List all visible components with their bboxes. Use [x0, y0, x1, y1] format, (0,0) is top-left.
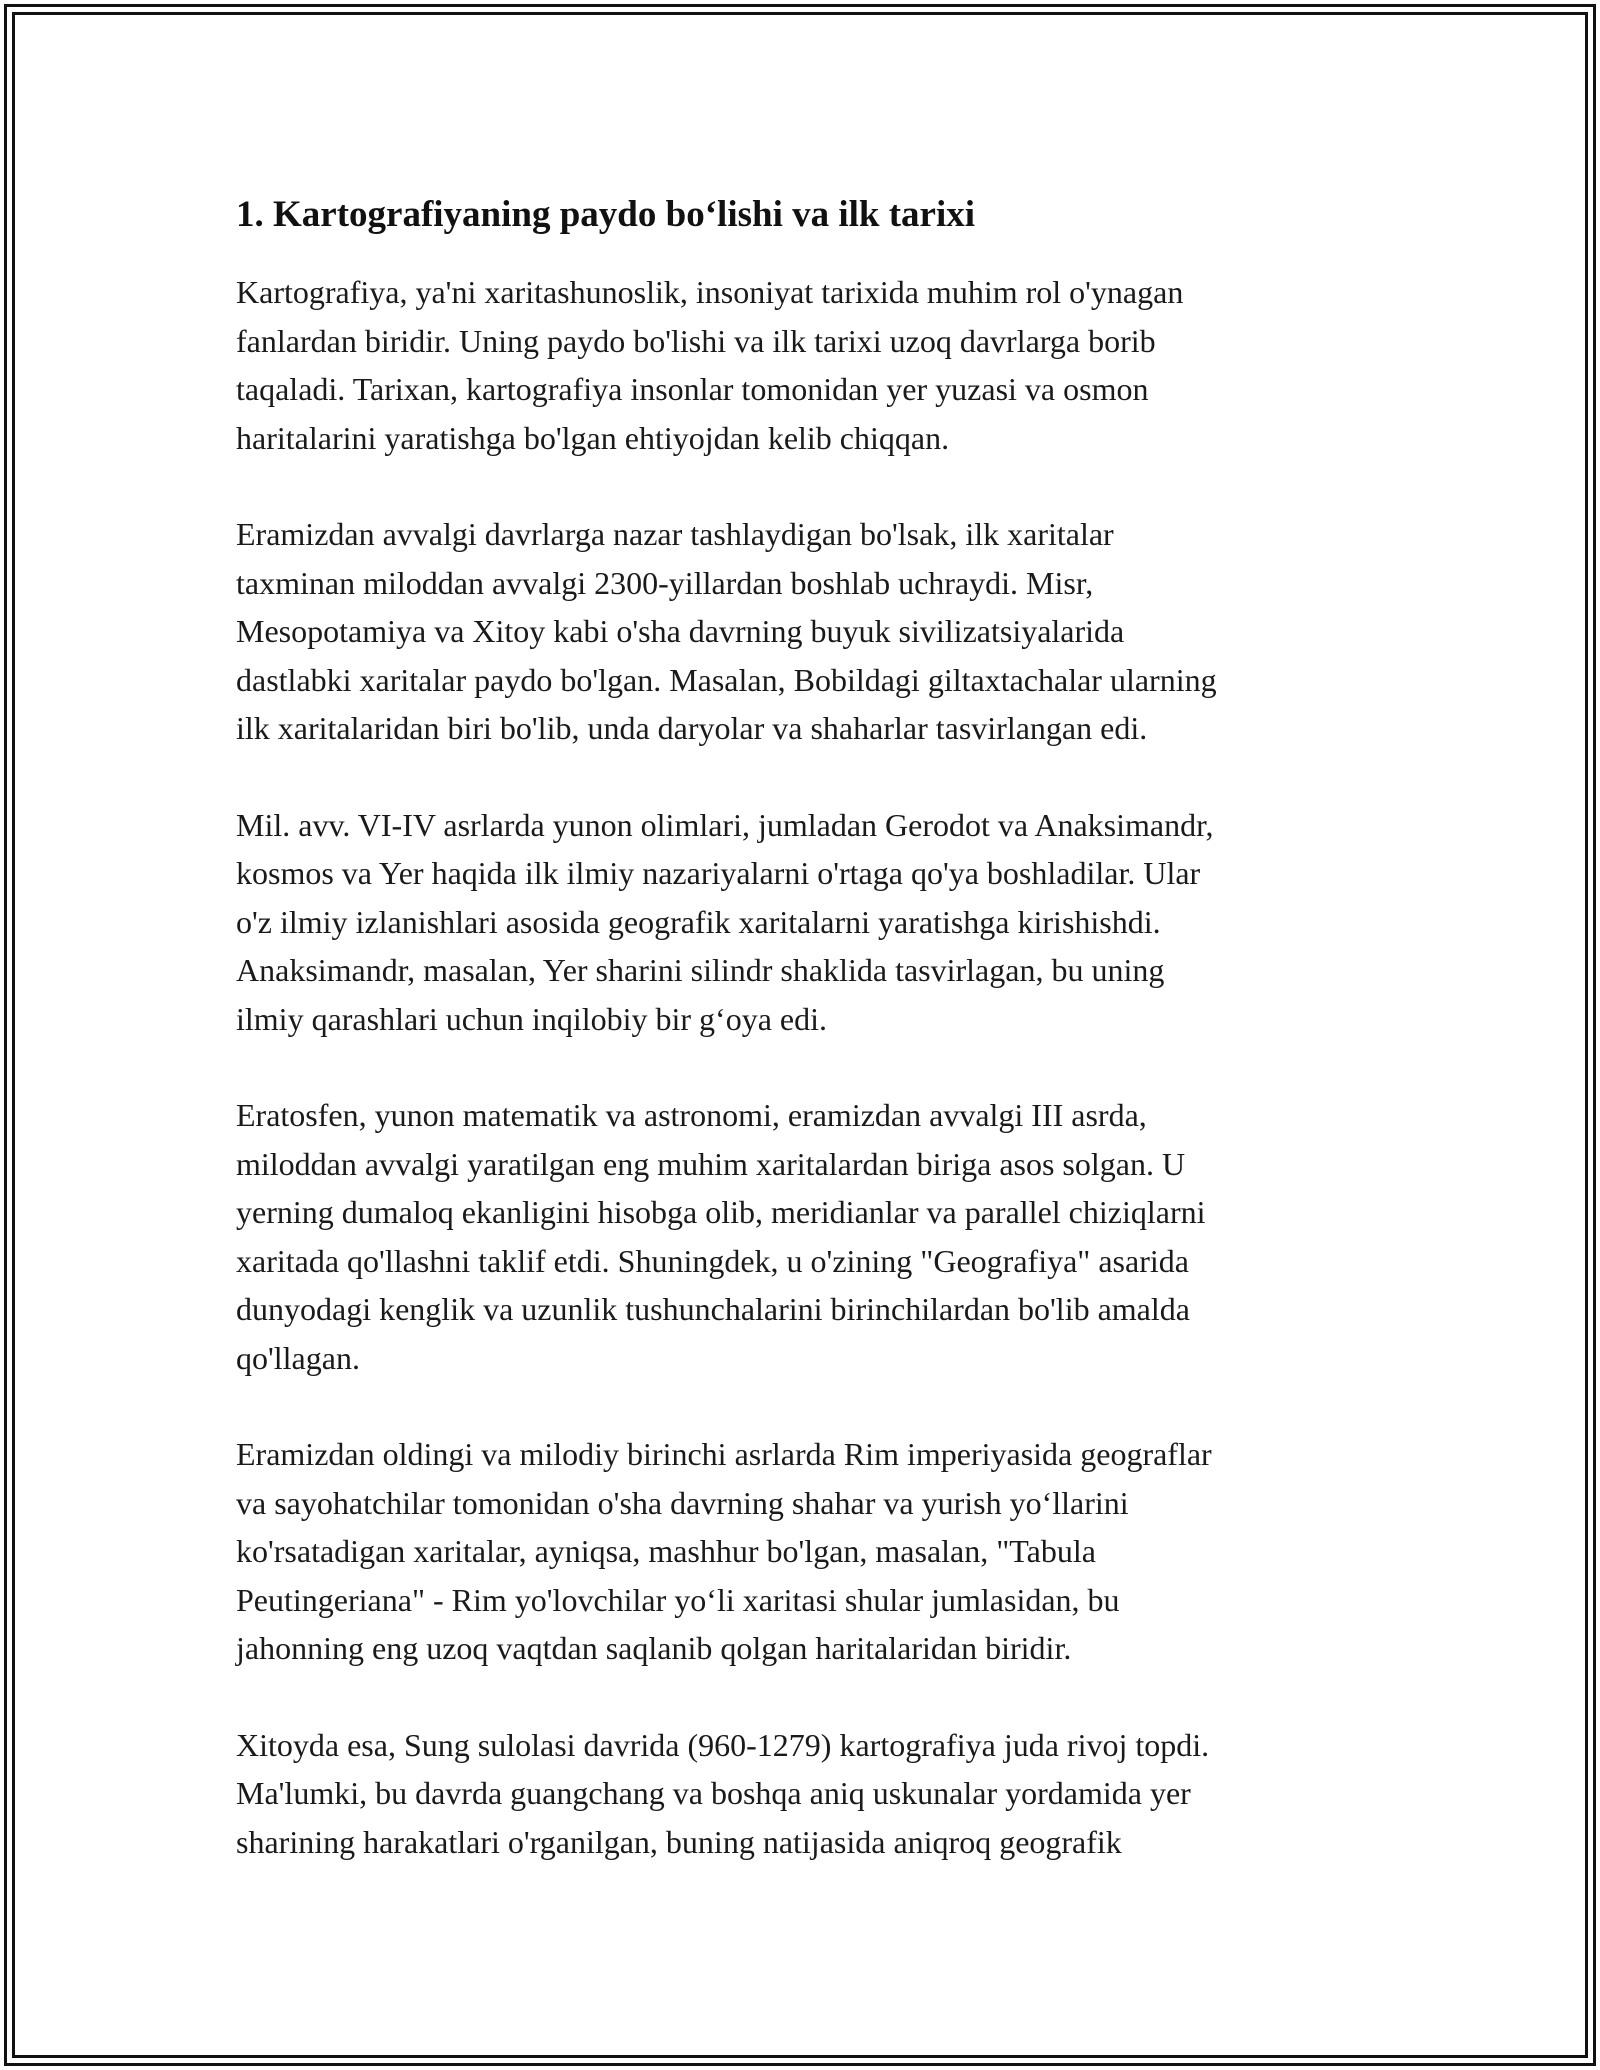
text-line: Mesopotamiya va Xitoy kabi o'sha davrning buyuk sivilizatsiyalarida	[236, 613, 1125, 649]
text-line: kosmos va Yer haqida ilk ilmiy nazariyalarni o'rtaga qo'ya boshladilar. Ular	[236, 855, 1201, 891]
paragraph-3	[236, 801, 1386, 1044]
text-line: sharining harakatlari o'rganilgan, buning natijasida aniqroq geografik	[236, 1823, 1122, 1860]
paragraph-2	[236, 510, 1386, 753]
text-line: Xitoyda esa, Sung sulolasi davrida (960-1279) kartografiya juda rivoj topdi.	[236, 1726, 1210, 1763]
text-line: ilmiy qarashlari uchun inqilobiy bir g‘oya edi.	[236, 1000, 827, 1037]
text-line: xaritada qo'llashni taklif etdi. Shuningdek, u o'zining "Geografiya" asarida	[236, 1242, 1189, 1279]
text-line: Kartografiya, ya'ni xaritashunoslik, insoniyat tarixida muhim rol o'ynagan	[236, 274, 1184, 310]
text-line: Eratosfen, yunon matematik va astronomi, eramizdan avvalgi III asrda,	[236, 1097, 1147, 1133]
text-line: dunyodagi kenglik va uzunlik tushunchalarini birinchilardan bo'lib amalda	[236, 1291, 1190, 1327]
text-line: Eramizdan avvalgi davrlarga nazar tashlaydigan bo'lsak, ilk xaritalar	[236, 516, 1114, 552]
text-line: Ma'lumki, bu davrda guangchang va boshqa aniq uskunalar yordamida yer	[236, 1775, 1191, 1811]
text-line: ko'rsatadigan xaritalar, ayniqsa, mashhur bo'lgan, masalan, "Tabula	[236, 1533, 1096, 1569]
paragraph-6	[236, 1721, 1386, 1867]
text-line: Anaksimandr, masalan, Yer sharini silindr shaklida tasvirlagan, bu uning	[236, 952, 1165, 988]
paragraph-5	[236, 1430, 1386, 1673]
text-line: taqaladi. Tarixan, kartografiya insonlar tomonidan yer yuzasi va osmon	[236, 371, 1149, 407]
text-line: qo'llagan.	[236, 1339, 360, 1376]
section-heading: 1. Kartografiyaning paydo bo‘lishi va ilk tarixi	[236, 194, 976, 235]
text-line: jahonning eng uzoq vaqtdan saqlanib qolgan haritalaridan biridir.	[236, 1630, 1072, 1666]
text-line: miloddan avvalgi yaratilgan eng muhim xaritalardan biriga asos solgan. U	[236, 1145, 1186, 1182]
text-line: dastlabki xaritalar paydo bo'lgan. Masalan, Bobildagi giltaxtachalar ularning	[236, 661, 1217, 698]
paragraph-1	[236, 268, 1386, 462]
text-line: Eramizdan oldingi va milodiy birinchi asrlarda Rim imperiyasida geograflar	[236, 1436, 1212, 1472]
text-line: Peutingeriana" - Rim yo'lovchilar yo‘li xaritasi shular jumlasidan, bu	[236, 1581, 1120, 1618]
document-body	[236, 187, 1386, 1866]
text-line: haritalarini yaratishga bo'lgan ehtiyojdan kelib chiqqan.	[236, 419, 950, 456]
text-line: taxminan miloddan avvalgi 2300-yillardan boshlab uchraydi. Misr,	[236, 564, 1094, 601]
text-line: fanlardan biridir. Uning paydo bo'lishi va ilk tarixi uzoq davrlarga borib	[236, 322, 1156, 359]
text-line: yerning dumaloq ekanligini hisobga olib, meridianlar va parallel chiziqlarni	[236, 1194, 1206, 1230]
text-line: ilk xaritalaridan biri bo'lib, unda daryolar va shaharlar tasvirlangan edi.	[236, 710, 1148, 746]
paragraph-4	[236, 1091, 1386, 1382]
text-line: va sayohatchilar tomonidan o'sha davrning shahar va yurish yo‘llarini	[236, 1484, 1129, 1521]
text-line: Mil. avv. VI-IV asrlarda yunon olimlari, jumladan Gerodot va Anaksimandr,	[236, 806, 1214, 843]
text-line: o'z ilmiy izlanishlari asosida geografik xaritalarni yaratishga kirishishdi.	[236, 903, 1161, 940]
